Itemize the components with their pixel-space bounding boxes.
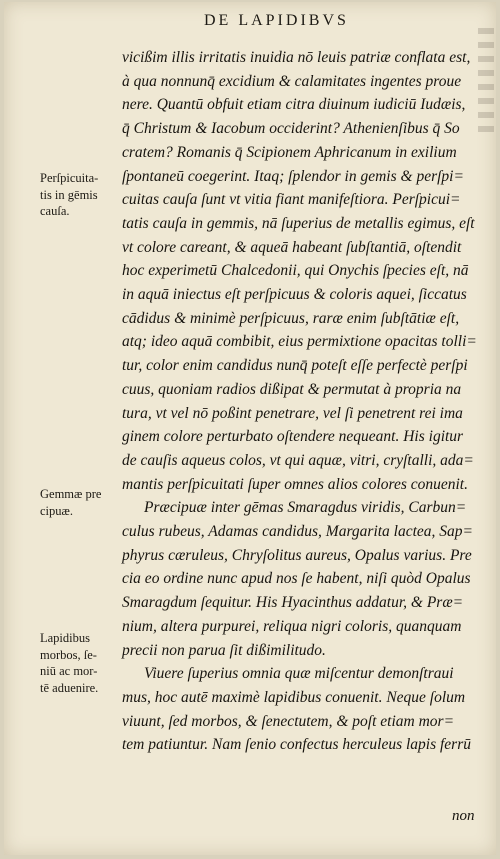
margin-note-line: Lapidibus [40,631,90,645]
text-line: vicißim illis irritatis inuidia nō leuis patriæ conflata est, [122,49,471,66]
margin-note-line: morbos, ſe- [40,647,97,662]
text-line: ginem colore perturbato oſtendere nequeant. His igitur [122,428,464,446]
text-line: tem patiuntur. Nam ſenio confectus herculeus lapis ferrū [122,736,471,754]
text-line: mantis perſpicuitati ſuper omnes alios colores conuenit. [122,475,468,493]
text-line: tatis cauſa in gemmis, nā ſuperius de metallis egimus, eſt [122,214,475,232]
text-line: cia eo ordine nunc apud nos ſe habent, niſi quòd Opalus [122,570,471,588]
text-line: Præcipuæ inter gēmas Smaragdus viridis, Carbun= [144,499,467,517]
text-line: cuitas cauſa ſunt vt vitia fiant manifeſtiora. Perſpicui= [122,191,461,209]
text-line: mus, hoc autē maximè lapidibus conuenit. Neque ſolum [122,688,466,706]
text-line: Viuere ſuperius omnia quæ miſcentur demonſtraui [144,665,454,683]
text-line: tur, color enim candidus nunq̄ poteſt eſſe perfectè perſpi [122,357,468,375]
text-line: cuus, quoniam radios dißipat & permutat à propria na [122,380,462,398]
catchword: non [452,808,475,824]
text-line: precii non parua ſit dißimilitudo. [122,641,326,659]
margin-note-line: tē aduenire. [40,680,99,695]
text-line: à qua nonnunq̄ excidium & calamitates ingentes proue [122,72,462,90]
text-line: phyrus cæruleus, Chryſolitus aureus, Opalus varius. Pre [122,546,472,564]
text-line: cratem? Romanis q̄ Scipionem Aphricanum in exilium [122,143,457,161]
text-line: ſpontaneū coegerint. Itaq; ſplendor in gemis & perſpi= [122,167,464,185]
text-line: nere. Quantū obfuit etiam citra diuinum iudiciū Iudæis, [122,96,466,114]
text-line: viuunt, ſed morbos, & ſenectutem, & poſt etiam mor= [122,712,455,730]
running-head: DE LAPIDIBVS [204,12,349,29]
margin-note-stones-disease [40,630,122,696]
margin-note-line: Perſpicuita- [40,171,99,185]
text-line: in aquā iniectus eſt perſpicuus & coloris aquei, ſiccatus [122,286,467,304]
margin-note-gems [40,486,122,519]
text-line: de cauſis aqueus colos, vt qui aquæ, vitri, cryſtalli, ada= [122,451,474,469]
margin-note-perspicuity [40,170,122,220]
text-line: nium, altera purpurei, reliqua nigri coloris, quanquam [122,617,462,635]
text-line: atq; ideo aquā combibit, eius permixtione opacitas tolli= [122,333,477,351]
text-line: q̄ Christum & Iacobum occiderint? Athenienſibus q̄ So [122,120,460,138]
text-line: hoc experimetū Chalcedonii, qui Onychis ſpecies eſt, nā [122,262,469,280]
book-page [4,2,496,855]
margin-note-line: niū ac mor- [40,664,98,678]
text-line: culus rubeus, Adamas candidus, Margarita lactea, Sap= [122,523,474,541]
text-line: cādidus & minimè perſpicuus, raræ enim ſubſtātiæ eſt, [122,309,460,327]
margin-note-line: tis in gēmis [40,187,98,202]
margin-note-line: cipuæ. [40,503,73,518]
text-line: tura, vt vel nō poßint penetrare, vel ſi penetrent rei ima [122,404,463,422]
main-text-block [122,46,486,757]
margin-note-line: Gemmæ pre [40,487,102,501]
text-line: Smaragdum ſequitur. His Hyacinthus addatur, & Præ= [122,594,464,612]
margin-note-line: cauſa. [40,204,70,218]
text-line: vt colore careant, & aqueā habeant ſubſtantiā, oſtendit [122,238,462,256]
